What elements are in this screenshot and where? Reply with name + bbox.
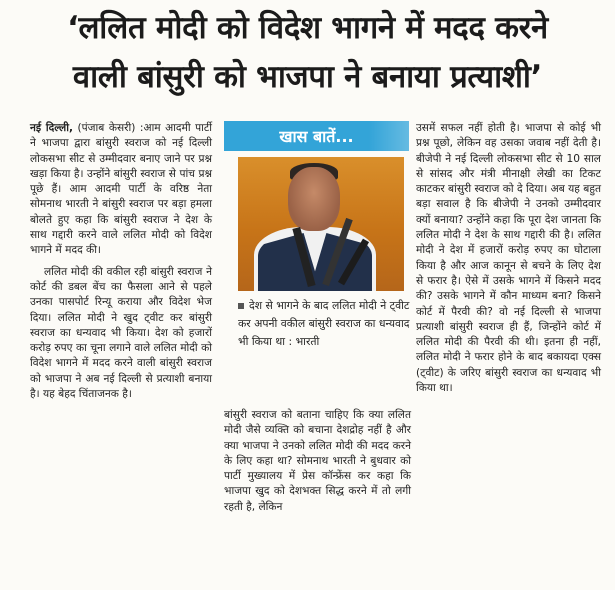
bullet-icon — [238, 303, 244, 309]
column-1-text-1: आम आदमी पार्टी ने भाजपा द्वारा बांसुरी स्वराज को नई दिल्ली लोकसभा सीट से उम्मीदवार बनाए जाने पर प्रश्न खड़ा किया है। उन्होंने बांसुरी स्वराज से पांच प्रश्न पूछे हैं। आम आदमी पार्टी के वरिष्ठ नेता सोमनाथ भारती ने बांसुरी स्वराज पर बड़ा हमला बोलते हुए कहा कि बांसुरी स्वराज ने देश के साथ गद्दारी करने वाले ललित मोदी को विदेश भागने में मदद की। — [30, 122, 212, 257]
headline-line-2: वाली बांसुरी को भाजपा ने बनाया प्रत्याशी’ — [72, 59, 543, 95]
column-1-paragraph-2: ललित मोदी की वकील रही बांसुरी स्वराज ने कोर्ट की डबल बेंच का फैसला आने से पहले उनका पासपोर्ट रिन्यू कराया और विदेश भेज दिया। ललित मोदी ने खुद ट्वीट कर बांसुरी स्वराज का धन्यवाद भी किया। देश को हजारों करोड़ रुपए का चूना लगाने वाले ललित मोदी को विदेश भागने में मदद करने वाली बांसुरी स्वराज को भाजपा ने अब नई दिल्ली से प्रत्याशी बनाया है। यह बेहद चिंताजनक है। — [30, 265, 212, 401]
agency-credit: (पंजाब केसरी) : — [77, 122, 144, 134]
caption-text: देश से भागने के बाद ललित मोदी ने ट्वीट कर अपनी वकील बांसुरी स्वराज का धन्यवाद भी किया था : भारती — [238, 299, 410, 348]
column-2-paragraph-1: बांसुरी स्वराज को बताना चाहिए कि क्या ललित मोदी जैसे व्यक्ति को बचाना देशद्रोह नहीं है और क्या भाजपा ने उनको ललित मोदी की मदद करने के लिए कहा था? सोमनाथ भारती ने बुधवार को पार्टी मुख्यालय में प्रेस कॉन्फ्रेंस कर कहा कि भाजपा खुद को देशभक्त सिद्ध करने में तो लगी रहती है, लेकिन — [224, 409, 411, 513]
dateline: नई दिल्ली, — [30, 122, 74, 134]
column-1-paragraph-1 — [30, 121, 212, 259]
column-3-paragraph-1: उसमें सफल नहीं होती है। भाजपा से कोई भी प्रश्न पूछो, लेकिन वह उसका जवाब नहीं देती है। बीजेपी ने नई दिल्ली लोकसभा सीट से 10 साल से सांसद और मंत्री मीनाक्षी लेखी का टिकट काटकर बांसुरी स्वराज को दे दिया। अब यह बहुत बड़ा सवाल है कि बीजेपी ने उनको उम्मीदवार क्यों बनाया? उन्होंने कहा कि पूरा देश जानता कि ललित मोदी ने देश के साथ गद्दारी की है। ललित मोदी ने देश में हजारों करोड़ रुपए का घोटाला किया है और आज कानून से बचने के लिए देश से फरार है। ऐसे में उसके भागने में किसने मदद की? उसके भागने में कौन माध्यम बना? किसने कोर्ट में पैरवी की? वो नई दिल्ली से भाजपा प्रत्याशी बांसुरी स्वराज ही हैं, जिन्होंने कोर्ट में ललित मोदी की पैरवी की थी। इतना ही नहीं, ललित मोदी ने फरार होने के बाद बकायदा एक्स (ट्वीट) के जरिए बांसुरी स्वराज का धन्यवाद भी किया था। — [416, 122, 602, 395]
speaker-photo — [238, 157, 404, 291]
article-column-1 — [30, 121, 212, 402]
headline — [6, 4, 609, 102]
article-column-3 — [416, 121, 601, 396]
headline-line-1: ‘ललित मोदी को विदेश भागने में मदद करने — [67, 10, 548, 46]
highlights-header: खास बातें... — [224, 121, 409, 151]
article-column-2 — [224, 408, 411, 515]
photo-face — [288, 167, 340, 231]
highlights-box — [224, 121, 409, 395]
photo-caption — [238, 297, 410, 351]
